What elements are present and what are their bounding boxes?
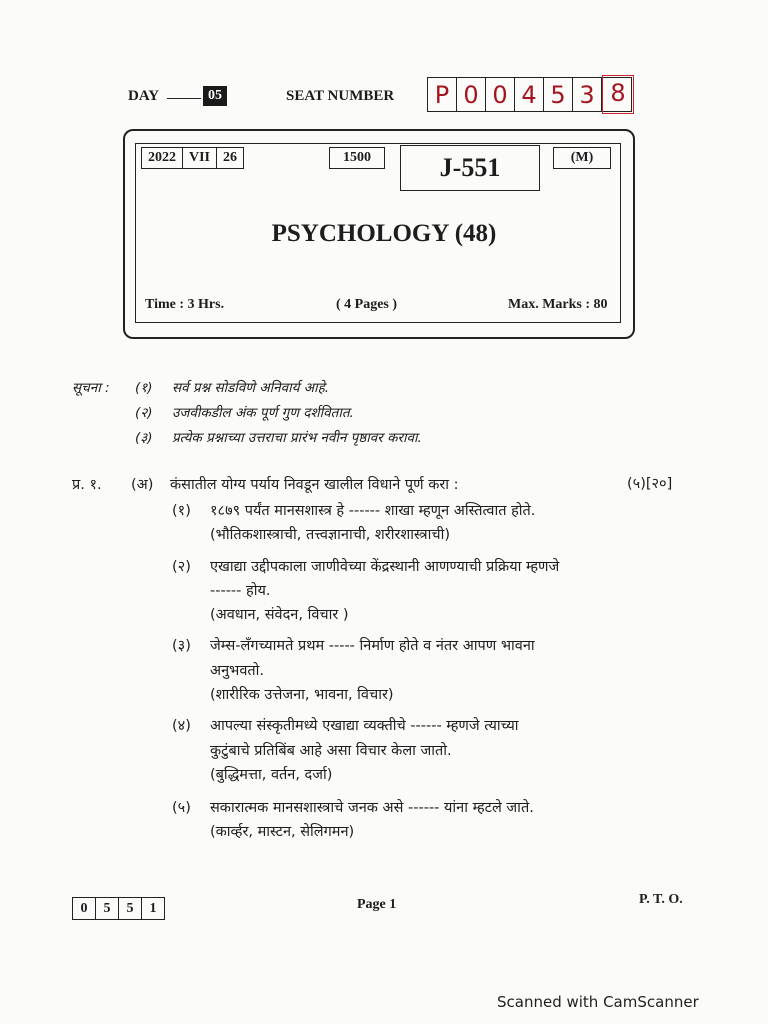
- day-label: DAY: [128, 88, 160, 104]
- pages-label: ( 4 Pages ): [336, 297, 398, 312]
- seat-digit: 0: [457, 78, 486, 111]
- pto-label: P. T. O.: [639, 892, 683, 907]
- paper-month: VII: [183, 148, 217, 168]
- paper-code: J-551: [400, 145, 540, 191]
- seat-number-label: SEAT NUMBER: [286, 88, 395, 104]
- seat-number-boxes: [427, 77, 632, 112]
- code-digit: 0: [73, 898, 96, 919]
- item-number: (२): [172, 559, 191, 575]
- item-number: (१): [172, 503, 191, 519]
- paper-date: 26: [223, 150, 238, 165]
- item-options: (कार्व्हर, मास्टन, सेलिगमन): [210, 824, 355, 840]
- paper-year: 2022: [142, 148, 183, 168]
- item-options: (बुद्धिमत्ता, वर्तन, दर्जा): [210, 767, 333, 783]
- item-statement: सकारात्मक मानसशास्त्राचे जनक असे ------ यांना म्हटले जाते.: [210, 800, 534, 816]
- item-options: (भौतिकशास्त्राची, तत्त्वज्ञानाची, शरीरशास्त्राची): [210, 527, 451, 543]
- item-statement: १८७९ पर्यंत मानसशास्त्र हे ------ शाखा म्हणून अस्तित्वात होते.: [210, 503, 536, 519]
- code-digit: 5: [119, 898, 142, 919]
- instruction-num: (२): [135, 405, 153, 421]
- instructions-label: सूचना :: [72, 380, 110, 396]
- question-prompt: कंसातील योग्य पर्याय निवडून खालील विधाने पूर्ण करा :: [170, 477, 459, 493]
- question-part: (अ): [131, 477, 154, 493]
- item-statement: एखाद्या उद्दीपकाला जाणीवेच्या केंद्रस्थानी आणण्याची प्रक्रिया म्हणजे: [210, 559, 560, 575]
- item-statement: आपल्या संस्कृतीमध्ये एखाद्या व्यक्तीचे ------ म्हणजे त्याच्या: [210, 718, 519, 734]
- item-number: (३): [172, 638, 191, 654]
- seat-digit: 3: [573, 78, 602, 111]
- instruction-text: प्रत्येक प्रश्नाच्या उत्तराचा प्रारंभ नवीन पृष्ठावर करावा.: [172, 430, 422, 446]
- item-number: (४): [172, 718, 191, 734]
- instruction-text: सर्व प्रश्न सोडविणे अनिवार्य आहे.: [172, 380, 330, 396]
- question-number: प्र. १.: [72, 477, 102, 493]
- time-label: Time : 3 Hrs.: [145, 297, 225, 312]
- item-number: (५): [172, 800, 191, 816]
- day-divider: [167, 98, 201, 99]
- subject-title: PSYCHOLOGY (48): [271, 220, 497, 247]
- item-statement-cont: कुटुंबाचे प्रतिबिंब आहे असा विचार केला जातो.: [210, 743, 452, 759]
- paper-count: 1500: [329, 147, 385, 169]
- seat-digit: 5: [544, 78, 573, 111]
- seat-digit: 8: [602, 75, 634, 114]
- scanner-watermark: Scanned with CamScanner: [497, 993, 699, 1011]
- item-statement-cont: ------ होय.: [210, 583, 271, 599]
- code-digit: 1: [149, 901, 157, 916]
- instruction-text: उजवीकडील अंक पूर्ण गुण दर्शवितात.: [172, 405, 354, 421]
- page-number: Page 1: [357, 897, 397, 912]
- seat-digit: 4: [515, 78, 544, 111]
- item-options: (अवधान, संवेदन, विचार ): [210, 607, 349, 623]
- paper-code-cells: [72, 897, 165, 920]
- seat-digit: P: [428, 78, 457, 111]
- item-options: (शारीरिक उत्तेजना, भावना, विचार): [210, 687, 394, 703]
- question-marks: (५)[२०]: [627, 476, 673, 492]
- date-cells: [141, 147, 244, 169]
- day-value: 05: [203, 86, 227, 106]
- item-statement: जेम्स-लँगच्यामते प्रथम ----- निर्माण होते व नंतर आपण भावना: [210, 638, 535, 654]
- paper-medium: (M): [553, 147, 611, 169]
- instruction-num: (३): [135, 430, 153, 446]
- code-digit: 5: [96, 898, 119, 919]
- instruction-num: (१): [135, 380, 153, 396]
- max-marks-label: Max. Marks : 80: [508, 297, 608, 312]
- item-statement-cont: अनुभवतो.: [210, 663, 265, 679]
- seat-digit: 0: [486, 78, 515, 111]
